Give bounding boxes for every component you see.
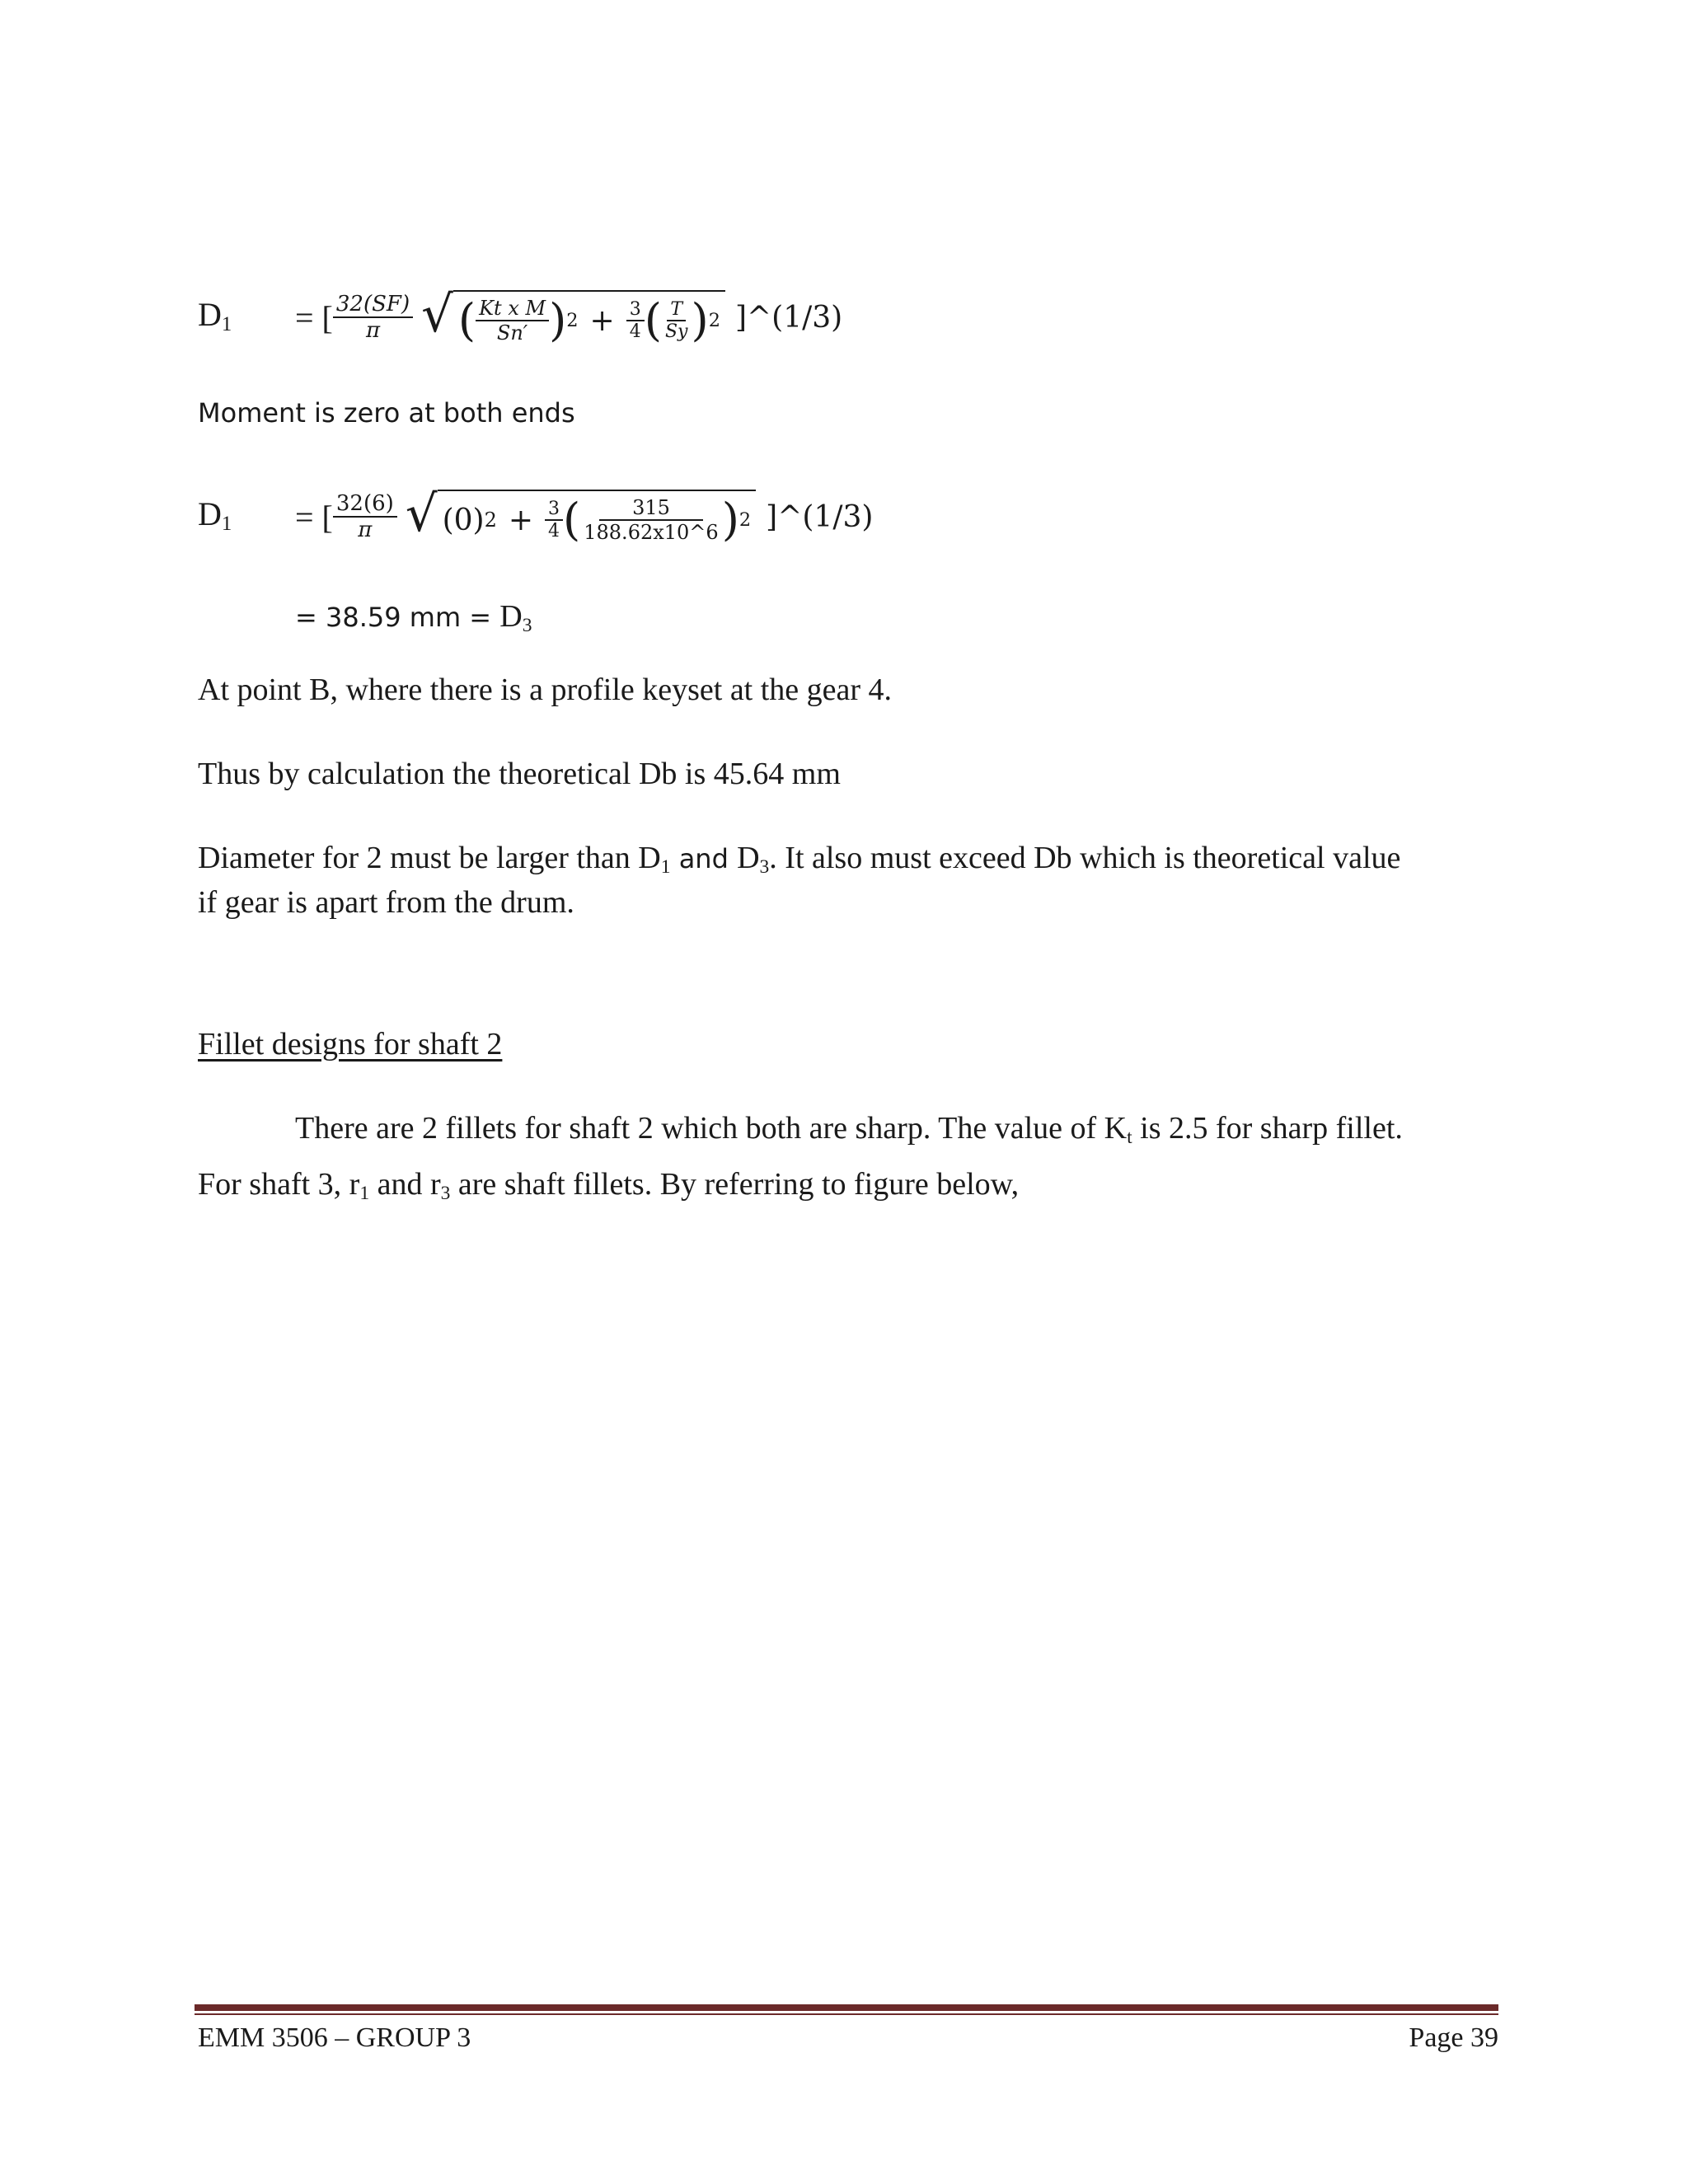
equation-2-lhs: $D_1$ bbox=[198, 495, 232, 536]
footer-left: EMM 3506 – GROUP 3 bbox=[198, 2022, 471, 2053]
paragraph-theoretical-db: Thus by calculation the theoretical Db is 45.64 mm bbox=[198, 757, 841, 791]
paragraph-diameter-line2: if gear is apart from the drum. bbox=[198, 885, 574, 920]
footer-rule bbox=[195, 2004, 1498, 2011]
paragraph-fillet-line1: There are 2 fillets for shaft 2 which both are sharp. The value of $K_t$ is 2.5 for sharp fillet. bbox=[295, 1111, 1403, 1148]
result-line: = 38.59 mm = $D_3$ bbox=[295, 599, 532, 636]
paragraph-diameter: Diameter for 2 must be larger than $D_1$ and $D_3$. It also must exceed Db which is theoretical value bbox=[198, 841, 1401, 878]
equation-1: = [ $\frac{32(SF)}{\pi}$ √ ( $\frac{\text{Kt x M}}{Sn'}$ ) 2 + $\frac{3}{4}$ ( $\frac{T}{Sy}$ ) 2 ]^(1/3) bbox=[295, 286, 843, 346]
note-moment-zero: Moment is zero at both ends bbox=[198, 397, 575, 429]
paragraph-fillet-line2: For shaft 3, $r_1$ and $r_3$ are shaft fillets. By referring to figure below, bbox=[198, 1167, 1020, 1204]
footer-page-number: Page 39 bbox=[1409, 2022, 1498, 2053]
equation-1-lhs: $D_1$ bbox=[198, 296, 232, 336]
section-heading-fillet: Fillet designs for shaft 2 bbox=[198, 1027, 503, 1062]
equation-2: = [ $\frac{32(6)}{\pi}$ √ (0) 2 + $\frac{3}{4}$ ( $\frac{315}{188.62x10\^{}6}$ ) 2 ]^(1/3) bbox=[295, 485, 874, 546]
footer-rule-thin bbox=[195, 2013, 1498, 2015]
paragraph-point-b: At point B, where there is a profile keyset at the gear 4. bbox=[198, 673, 893, 707]
